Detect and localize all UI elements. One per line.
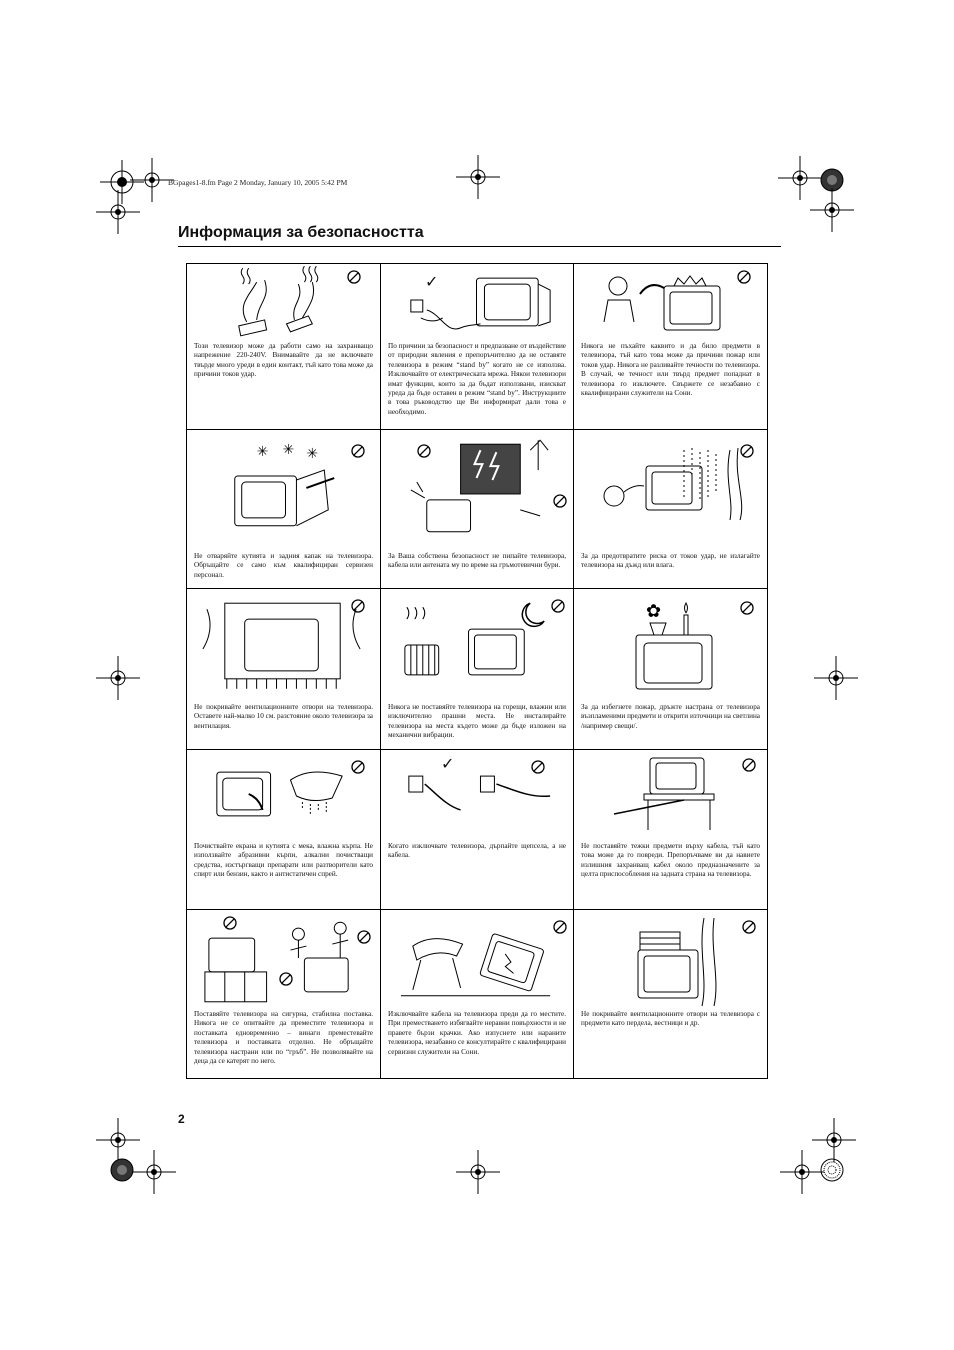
safety-text: Не поставяйте тежки предмети върху кабела, тъй като това може да го повреди. Препоръчваме ви да навиете излишния захранващ кабел около предназначените за целта приспособления на задната страна на телевизора. bbox=[581, 842, 760, 879]
thunderstorm-illustration bbox=[381, 430, 573, 540]
svg-text:✳: ✳ bbox=[256, 444, 269, 461]
tv-unplug-illustration bbox=[381, 264, 573, 344]
svg-text:✳: ✳ bbox=[306, 446, 319, 463]
safety-cell-objects bbox=[574, 264, 767, 430]
heat-dust-illustration bbox=[381, 589, 573, 699]
file-header: BGpages1-8.fm Page 2 Monday, January 10, 2005 5:42 PM bbox=[168, 178, 348, 187]
svg-text:✿: ✿ bbox=[646, 601, 662, 622]
safety-cell-open-cabinet bbox=[187, 430, 381, 589]
prohibited-icon bbox=[737, 270, 751, 284]
safety-text: Изключвайте кабела на телевизора преди да го местите. При преместването избягвайте неравни повърхности и не правете бързи крачки. Ако изпуснете или нараните телевизора, незабавно се консултирайте с квалифицирани сервизни служители на Сони. bbox=[388, 1010, 566, 1056]
prohibited-icon bbox=[223, 916, 237, 930]
prohibited-icon bbox=[347, 270, 361, 284]
moving-tv-illustration bbox=[381, 910, 573, 1008]
prohibited-icon bbox=[351, 760, 365, 774]
registration-mark-icon bbox=[96, 656, 140, 700]
page-number: 2 bbox=[178, 1112, 185, 1126]
flammable-objects-illustration bbox=[574, 589, 767, 699]
prohibited-icon bbox=[351, 444, 365, 458]
prohibited-icon bbox=[417, 444, 431, 458]
safety-cell-moving bbox=[381, 910, 574, 1078]
safety-cell-stand bbox=[187, 910, 381, 1078]
prohibited-icon bbox=[742, 920, 756, 934]
stable-stand-illustration bbox=[187, 910, 380, 1008]
safety-text: Поставяйте телевизора на сигурна, стабилна поставка. Никога не се опитвайте да преместите телевизора и поставката едновременно – винаги преместевайте телевизора и поставката отделно. Не обръщайте телевизора настрани или по “гръб”. Не позволявайте на деца да се катерят по него. bbox=[194, 1010, 373, 1066]
registration-mark-icon bbox=[96, 190, 140, 234]
safety-text: Не отваряйте кутията и задния капак на телевизора. Обръщайте се само към квалифициран сервизен персонал. bbox=[194, 552, 373, 579]
prohibited-icon bbox=[553, 494, 567, 508]
registration-mark-icon bbox=[810, 188, 854, 232]
checkmark-icon: ✓ bbox=[425, 272, 439, 291]
safety-text: Не покривайте вентилационните отвори на телевизора. Оставете най-малко 10 см. разстояние около телевизора за вентилация. bbox=[194, 703, 373, 730]
safety-text: Никога не пъхайте каквито и да било предмети в телевизора, тъй като това може да причини пожар или токов удар. Никога не разливайте течности по телевизора. В случай, че течност или твърд предмет попаднат в телевизора го изключете. Свържете се незабавно с квалифицирани служители на Сони. bbox=[581, 342, 760, 398]
registration-mark-icon bbox=[810, 1148, 854, 1192]
prohibited-icon bbox=[740, 601, 754, 615]
covered-vents-illustration bbox=[574, 910, 767, 1008]
prohibited-icon bbox=[742, 758, 756, 772]
safety-cell-thunderstorm bbox=[381, 430, 574, 589]
safety-text: За Ваша собствена безопасност не пипайте телевизора, кабела или антената му по време на гръмотевични бури. bbox=[388, 552, 566, 570]
svg-text:✳: ✳ bbox=[282, 442, 295, 459]
safety-text: За да избегнете пожар, дръжте настрана от телевизора възпламеними предмети и открити източници на светлина /например свещи/. bbox=[581, 703, 760, 730]
safety-cell-cleaning bbox=[187, 750, 381, 910]
prohibited-icon bbox=[551, 599, 565, 613]
safety-text: По причини за безопасност и предпазване от въздействие от природни явления е препоръчително да не оставяте телевизора в режим “stand by” когато не се използва. Изключвайте от електрическата мрежа. Някои телевизори имат функции, които за да бъдат използвани, изискват уреда да бъде оставен в режим “stand by”. Инструкциите в това ръководство ще Ви информират дали това е необходимо. bbox=[388, 342, 566, 416]
prohibited-icon bbox=[553, 920, 567, 934]
safety-text: Никога не поставяйте телевизора на горещи, влажни или изключително прашни места. Не инсталирайте телевизора на места където може да бъде изложен на механични вибрации. bbox=[388, 703, 566, 740]
prohibited-icon bbox=[357, 930, 371, 944]
safety-cell-ventilation-gap bbox=[187, 589, 381, 750]
registration-mark-icon bbox=[456, 155, 500, 199]
safety-cell-voltage bbox=[187, 264, 381, 430]
safety-cell-unplug bbox=[381, 750, 574, 910]
safety-text: Не покривайте вентилационните отвори на телевизора с предмети като перделa, вестници и др. bbox=[581, 1010, 760, 1028]
safety-cell-standby bbox=[381, 264, 574, 430]
safety-cell-cover-vents bbox=[574, 910, 767, 1078]
checkmark-icon: ✓ bbox=[441, 754, 455, 773]
safety-cell-heat-dust bbox=[381, 589, 574, 750]
rain-moisture-illustration bbox=[574, 430, 767, 540]
prohibited-icon bbox=[740, 444, 754, 458]
safety-text: Когато изключвате телевизора, дърпайте щепсела, а не кабела. bbox=[388, 842, 566, 860]
safety-text: Почиствайте екрана и кутията с мека, влажна кърпа. Не използвайте абразивни кърпи, алкални почистващи средства, изстъргващи препарати или разтворители като спирт или бензин, както и антистатичен спрей. bbox=[194, 842, 373, 879]
safety-text: Този телевизор може да работи само на захранващо напрежение 220-240V. Внимавайте да не включвате твърде много уреди в един контакт, тъй като това може да причини токов удар. bbox=[194, 342, 373, 379]
title-divider bbox=[178, 246, 781, 247]
prohibited-icon bbox=[351, 599, 365, 613]
prohibited-icon bbox=[531, 760, 545, 774]
cable-weight-illustration bbox=[574, 750, 767, 840]
safety-text: За да предотвратите риска от токов удар, не излагайте телевизора на дъжд или влага. bbox=[581, 552, 760, 570]
safety-cell-fire bbox=[574, 589, 767, 750]
safety-grid bbox=[186, 263, 768, 1079]
registration-mark-icon bbox=[814, 656, 858, 700]
registration-mark-icon bbox=[132, 1150, 176, 1194]
registration-mark-icon bbox=[456, 1150, 500, 1194]
page-title: Информация за безопасността bbox=[178, 224, 424, 241]
prohibited-icon bbox=[279, 972, 293, 986]
safety-cell-rain bbox=[574, 430, 767, 589]
safety-cell-cable bbox=[574, 750, 767, 910]
